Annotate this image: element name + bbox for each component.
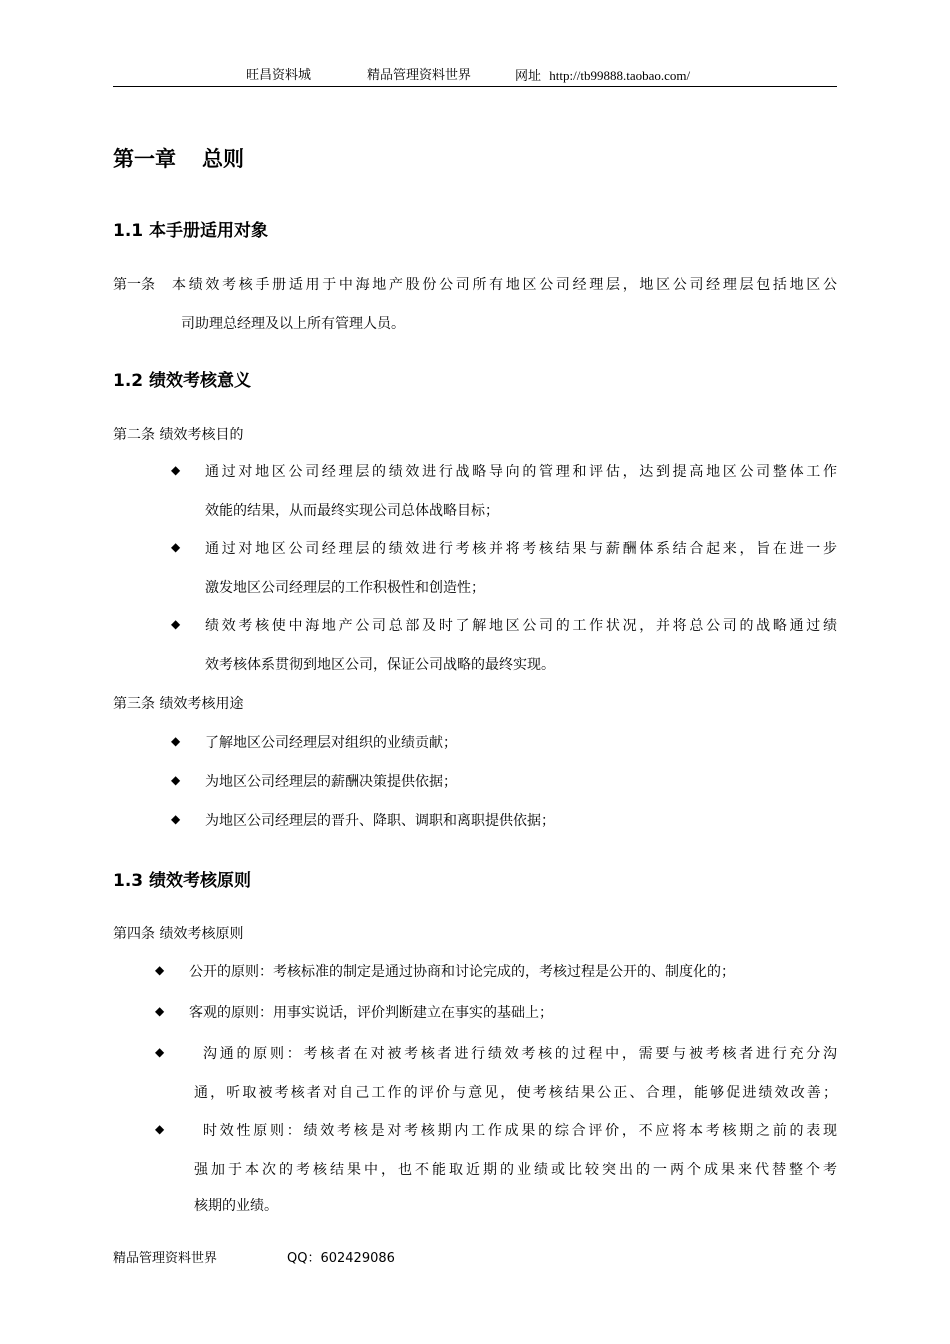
purpose-1-line-2: 效能的结果，从而最终实现公司总体战略目标； — [205, 503, 499, 519]
usage-2: 为地区公司经理层的薪酬决策提供依据； — [205, 774, 457, 790]
page-header — [113, 66, 837, 87]
article-1-line-1: 本绩效考核手册适用于中海地产股份公司所有地区公司经理层，地区公司经理层包括地区公 — [172, 277, 837, 293]
diamond-bullet-icon: ◆ — [171, 617, 181, 631]
article-1-line-2: 司助理总经理及以上所有管理人员。 — [181, 316, 405, 332]
diamond-bullet-icon: ◆ — [171, 812, 181, 826]
diamond-bullet-icon: ◆ — [171, 734, 181, 748]
diamond-bullet-icon: ◆ — [155, 963, 165, 977]
diamond-bullet-icon: ◆ — [155, 1045, 165, 1059]
chapter-title — [113, 143, 244, 173]
article-3-label: 第三条 绩效考核用途 — [113, 696, 244, 712]
purpose-3-line-1: 绩效考核使中海地产公司总部及时了解地区公司的工作状况，并将总公司的战略通过绩 — [205, 618, 837, 634]
header-url-label: 网址 — [515, 69, 542, 84]
principle-4-line-2: 强加于本次的考核结果中，也不能取近期的业绩或比较突出的一两个成果来代替整个考 — [194, 1162, 837, 1178]
principle-3-line-2: 通，听取被考核者对自己工作的评价与意见，使考核结果公正、合理，能够促进绩效改善； — [194, 1085, 837, 1101]
principle-1: 公开的原则：考核标准的制定是通过协商和讨论完成的，考核过程是公开的、制度化的； — [189, 964, 735, 980]
purpose-2-line-2: 激发地区公司经理层的工作积极性和创造性； — [205, 580, 485, 596]
principle-3-line-1: 沟通的原则：考核者在对被考核者进行绩效考核的过程中，需要与被考核者进行充分沟 — [203, 1046, 837, 1062]
header-shop: 旺昌资料城 — [246, 68, 312, 83]
principle-2: 客观的原则：用事实说话，评价判断建立在事实的基础上； — [189, 1005, 553, 1021]
section-heading-1-1: 1.1 本手册适用对象 — [113, 221, 269, 241]
diamond-bullet-icon: ◆ — [155, 1004, 165, 1018]
diamond-bullet-icon: ◆ — [155, 1122, 165, 1136]
usage-1: 了解地区公司经理层对组织的业绩贡献； — [205, 735, 457, 751]
purpose-1-line-1: 通过对地区公司经理层的绩效进行战略导向的管理和评估，达到提高地区公司整体工作 — [205, 464, 837, 480]
principle-4-line-3: 核期的业绩。 — [194, 1198, 278, 1214]
article-1-label: 第一条 — [113, 277, 155, 293]
diamond-bullet-icon: ◆ — [171, 463, 181, 477]
header-url-group — [515, 66, 690, 87]
footer-left: 精品管理资料世界 — [113, 1251, 218, 1266]
article-4-label: 第四条 绩效考核原则 — [113, 926, 244, 942]
section-heading-1-3: 1.3 绩效考核原则 — [113, 871, 252, 891]
section-heading-1-2: 1.2 绩效考核意义 — [113, 371, 252, 391]
purpose-2-line-1: 通过对地区公司经理层的绩效进行考核并将考核结果与薪酬体系结合起来，旨在进一步 — [205, 541, 837, 557]
article-2-label: 第二条 绩效考核目的 — [113, 427, 244, 443]
header-world: 精品管理资料世界 — [367, 68, 472, 83]
footer-qq: QQ：602429086 — [287, 1251, 395, 1266]
header-url[interactable]: http://tb99888.taobao.com/ — [549, 68, 691, 83]
chapter-name: 总则 — [202, 147, 244, 171]
diamond-bullet-icon: ◆ — [171, 540, 181, 554]
principle-4-line-1: 时效性原则：绩效考核是对考核期内工作成果的综合评价，不应将本考核期之前的表现 — [203, 1123, 837, 1139]
chapter-number: 第一章 — [113, 147, 176, 171]
diamond-bullet-icon: ◆ — [171, 773, 181, 787]
page-footer — [113, 1247, 395, 1266]
purpose-3-line-2: 效考核体系贯彻到地区公司，保证公司战略的最终实现。 — [205, 657, 555, 673]
usage-3: 为地区公司经理层的晋升、降职、调职和离职提供依据； — [205, 813, 555, 829]
